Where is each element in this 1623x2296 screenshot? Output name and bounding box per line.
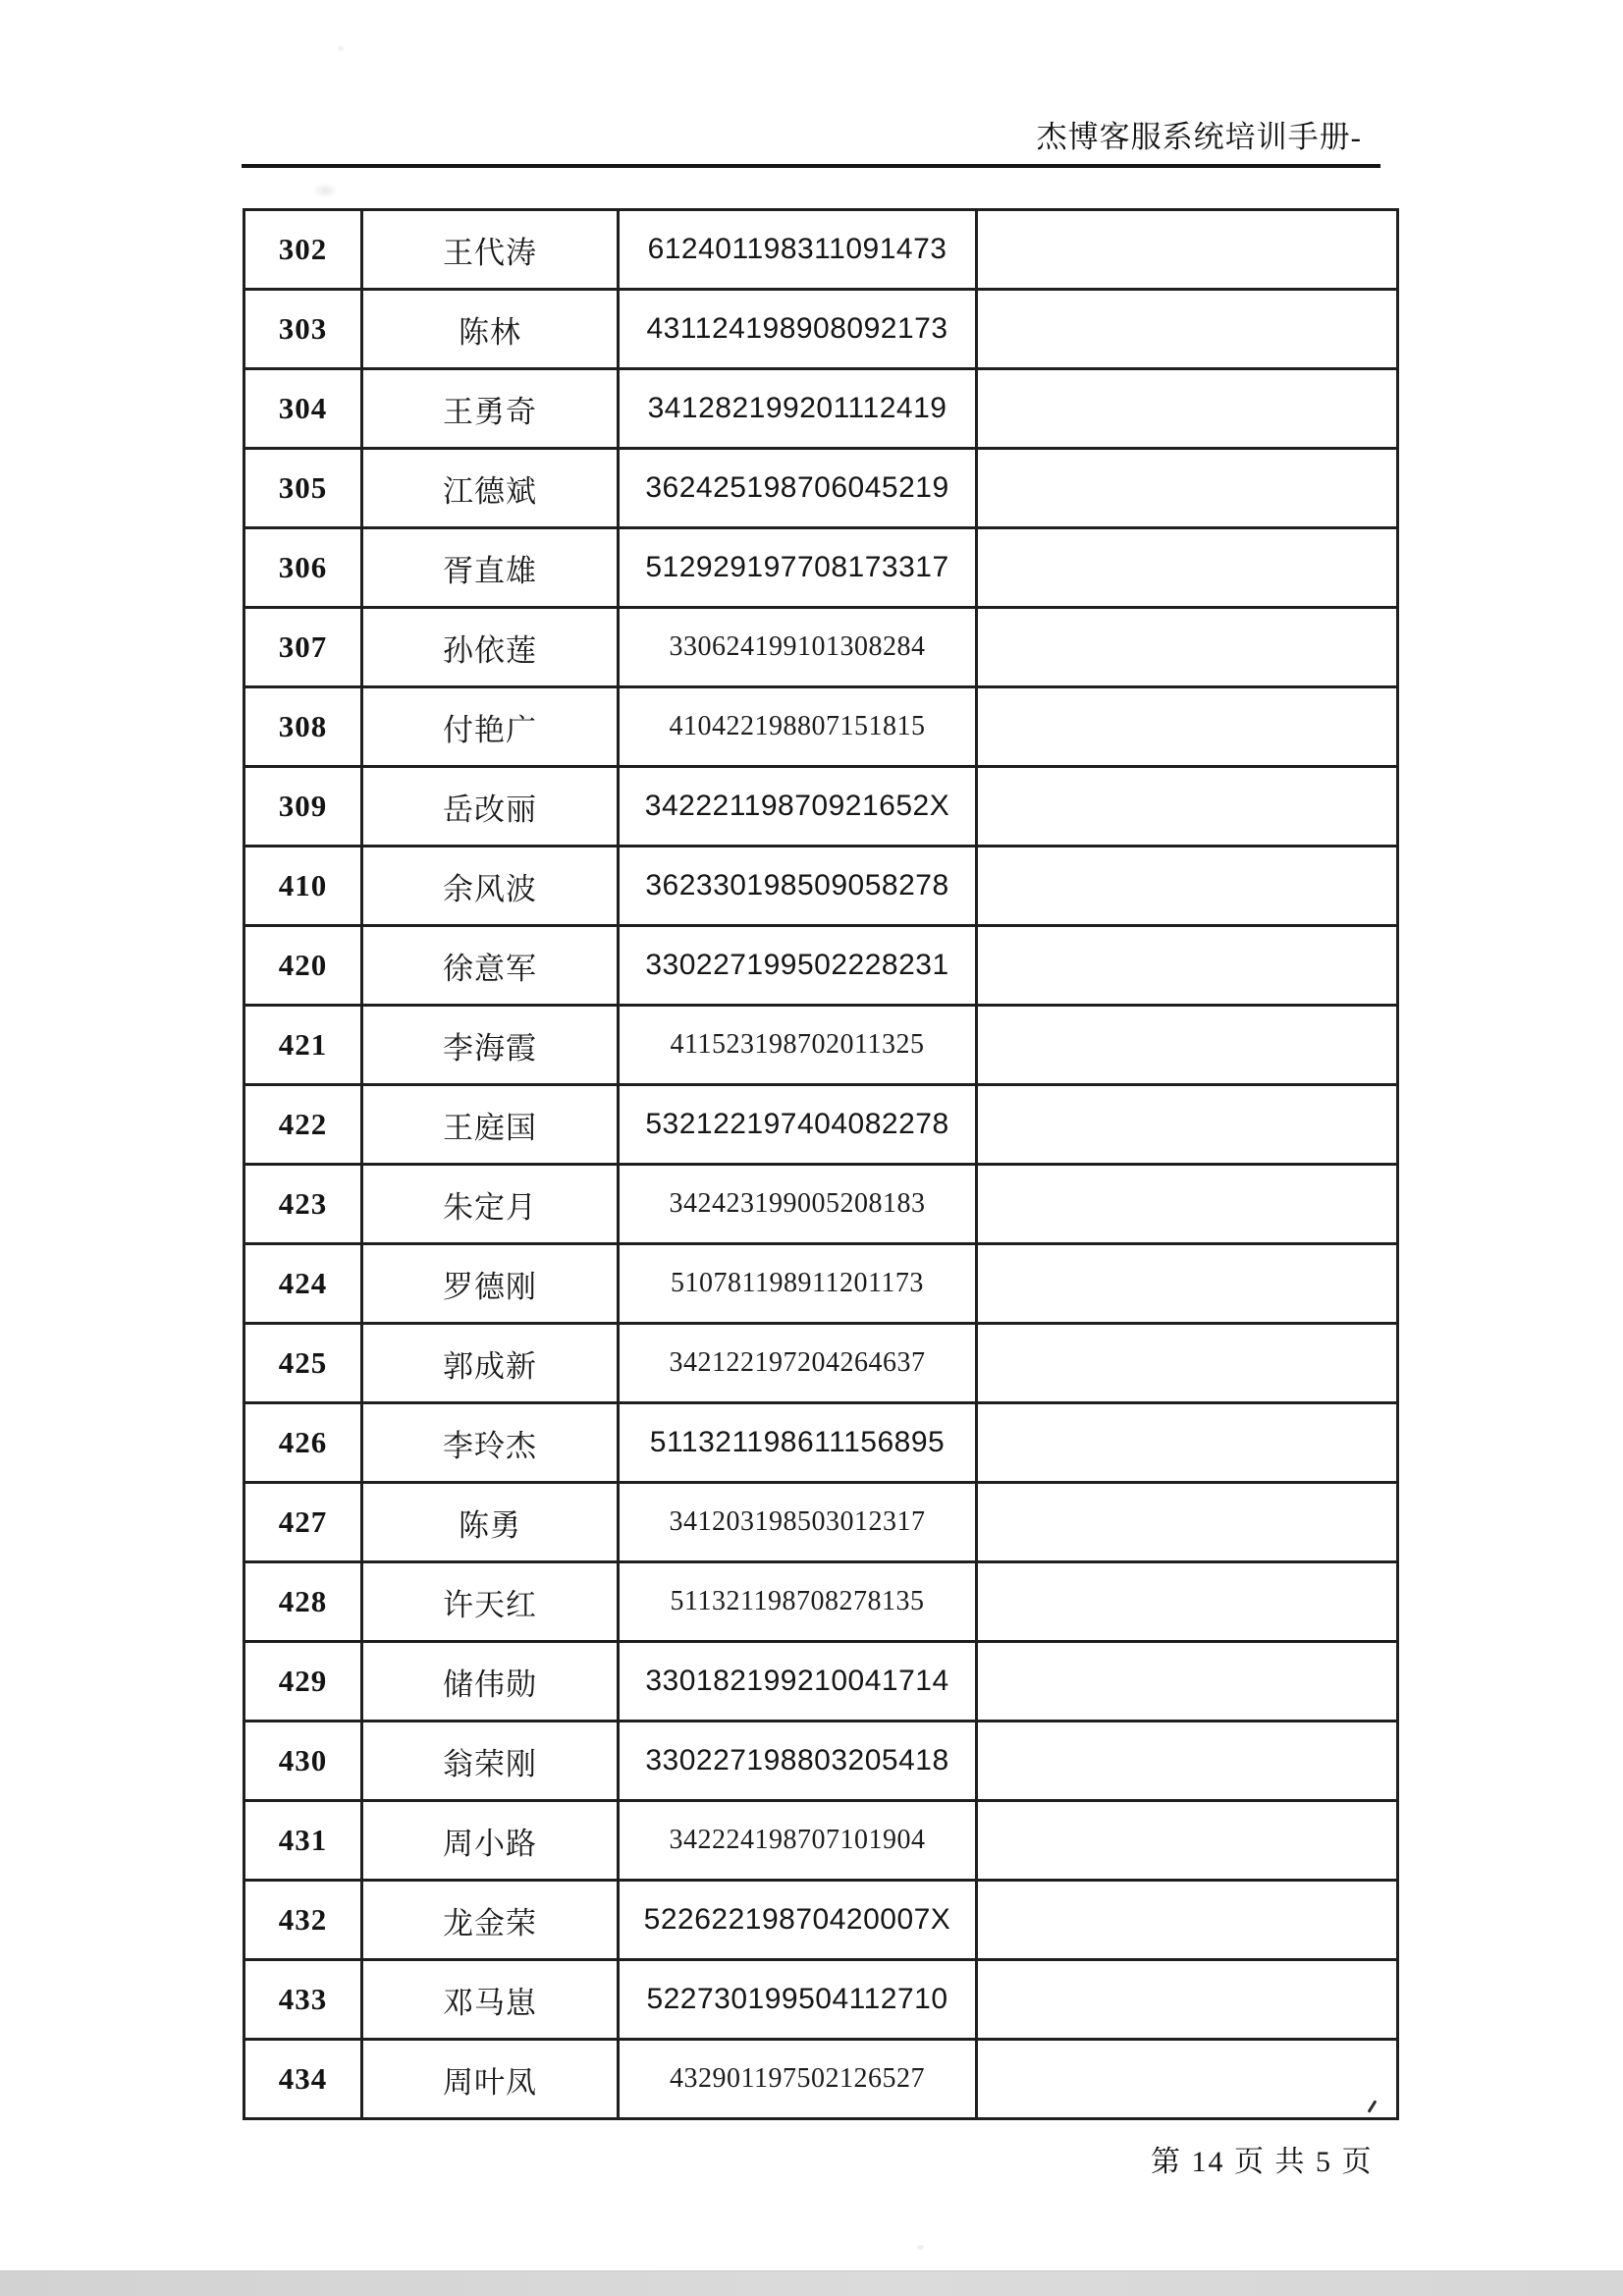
table-row [244, 1562, 1398, 1642]
id-number-cell: 432901197502126527 [619, 2040, 977, 2119]
name-cell: 岳改丽 [362, 767, 619, 847]
table-row [244, 1244, 1398, 1324]
empty-cell [977, 687, 1398, 767]
empty-cell [977, 1165, 1398, 1244]
name-cell: 周小路 [362, 1801, 619, 1881]
empty-cell [977, 528, 1398, 608]
name-cell: 陈勇 [362, 1483, 619, 1562]
table-row [244, 449, 1398, 528]
scan-speck [338, 45, 344, 51]
name-cell: 陈林 [362, 290, 619, 369]
scan-speck [917, 2245, 924, 2250]
id-number-cell: 342224198707101904 [619, 1801, 977, 1881]
page-footer: 第 14 页 共 5 页 [1151, 2146, 1374, 2178]
row-number-cell: 425 [244, 1324, 362, 1403]
row-number-cell: 422 [244, 1085, 362, 1165]
table-row [244, 1165, 1398, 1244]
row-number-cell: 428 [244, 1562, 362, 1642]
name-cell: 朱定月 [362, 1165, 619, 1244]
name-cell: 邓马崽 [362, 1960, 619, 2040]
id-number-cell: 510781198911201173 [619, 1244, 977, 1324]
row-number-cell: 429 [244, 1642, 362, 1722]
id-number-cell: 342122197204264637 [619, 1324, 977, 1403]
table-row [244, 1722, 1398, 1801]
name-cell: 徐意军 [362, 926, 619, 1006]
row-number-cell: 431 [244, 1801, 362, 1881]
id-number-cell: 362425198706045219 [619, 449, 977, 528]
empty-cell [977, 369, 1398, 449]
empty-cell [977, 290, 1398, 369]
empty-cell [977, 1562, 1398, 1642]
empty-cell [977, 926, 1398, 1006]
row-number-cell: 308 [244, 687, 362, 767]
name-cell: 江德斌 [362, 449, 619, 528]
name-cell: 付艳广 [362, 687, 619, 767]
table-row [244, 1085, 1398, 1165]
name-cell: 储伟勋 [362, 1642, 619, 1722]
table-row [244, 1483, 1398, 1562]
empty-cell [977, 1960, 1398, 2040]
empty-cell [977, 1642, 1398, 1722]
id-number-cell: 511321198708278135 [619, 1562, 977, 1642]
id-number-cell: 532122197404082278 [619, 1085, 977, 1165]
empty-cell [977, 1722, 1398, 1801]
row-number-cell: 433 [244, 1960, 362, 2040]
table-row [244, 528, 1398, 608]
id-number-cell: 362330198509058278 [619, 847, 977, 926]
row-number-cell: 307 [244, 608, 362, 687]
table-row [244, 2040, 1398, 2119]
id-number-cell: 431124198908092173 [619, 290, 977, 369]
row-number-cell: 306 [244, 528, 362, 608]
row-number-cell: 426 [244, 1403, 362, 1483]
id-number-cell: 330227199502228231 [619, 926, 977, 1006]
id-number-cell: 330624199101308284 [619, 608, 977, 687]
row-number-cell: 432 [244, 1881, 362, 1960]
table-row [244, 1403, 1398, 1483]
row-number-cell: 421 [244, 1006, 362, 1085]
empty-cell [977, 1244, 1398, 1324]
name-cell: 王代涛 [362, 210, 619, 290]
name-cell: 龙金荣 [362, 1881, 619, 1960]
name-cell: 罗德刚 [362, 1244, 619, 1324]
id-number-cell: 52262219870420007X [619, 1881, 977, 1960]
id-number-cell: 330182199210041714 [619, 1642, 977, 1722]
id-number-cell: 341282199201112419 [619, 369, 977, 449]
name-cell: 李海霞 [362, 1006, 619, 1085]
empty-cell [977, 1085, 1398, 1165]
table-row [244, 1801, 1398, 1881]
roster-table [243, 208, 1399, 2120]
table-row [244, 1960, 1398, 2040]
name-cell: 王庭国 [362, 1085, 619, 1165]
row-number-cell: 427 [244, 1483, 362, 1562]
id-number-cell: 342423199005208183 [619, 1165, 977, 1244]
table-row [244, 1324, 1398, 1403]
row-number-cell: 420 [244, 926, 362, 1006]
id-number-cell: 511321198611156895 [619, 1403, 977, 1483]
empty-cell [977, 2040, 1398, 2119]
name-cell: 周叶凤 [362, 2040, 619, 2119]
table-row [244, 687, 1398, 767]
name-cell: 胥直雄 [362, 528, 619, 608]
header-rule [242, 164, 1380, 168]
id-number-cell: 410422198807151815 [619, 687, 977, 767]
roster-table-body [244, 210, 1398, 2119]
row-number-cell: 302 [244, 210, 362, 290]
row-number-cell: 410 [244, 847, 362, 926]
name-cell: 李玲杰 [362, 1403, 619, 1483]
empty-cell [977, 210, 1398, 290]
id-number-cell: 411523198702011325 [619, 1006, 977, 1085]
name-cell: 翁荣刚 [362, 1722, 619, 1801]
row-number-cell: 430 [244, 1722, 362, 1801]
empty-cell [977, 1801, 1398, 1881]
name-cell: 余风波 [362, 847, 619, 926]
id-number-cell: 341203198503012317 [619, 1483, 977, 1562]
name-cell: 王勇奇 [362, 369, 619, 449]
table-row [244, 767, 1398, 847]
table-row [244, 1006, 1398, 1085]
empty-cell [977, 847, 1398, 926]
scan-edge-strip [0, 2270, 1623, 2296]
row-number-cell: 305 [244, 449, 362, 528]
id-number-cell: 512929197708173317 [619, 528, 977, 608]
empty-cell [977, 449, 1398, 528]
id-number-cell: 330227198803205418 [619, 1722, 977, 1801]
name-cell: 孙依莲 [362, 608, 619, 687]
table-row [244, 1642, 1398, 1722]
empty-cell [977, 1403, 1398, 1483]
name-cell: 许天红 [362, 1562, 619, 1642]
table-row [244, 1881, 1398, 1960]
row-number-cell: 303 [244, 290, 362, 369]
row-number-cell: 304 [244, 369, 362, 449]
empty-cell [977, 1881, 1398, 1960]
name-cell: 郭成新 [362, 1324, 619, 1403]
table-row [244, 926, 1398, 1006]
row-number-cell: 434 [244, 2040, 362, 2119]
table-row [244, 210, 1398, 290]
empty-cell [977, 1483, 1398, 1562]
table-row [244, 608, 1398, 687]
table-row [244, 847, 1398, 926]
id-number-cell: 612401198311091473 [619, 210, 977, 290]
table-row [244, 369, 1398, 449]
row-number-cell: 424 [244, 1244, 362, 1324]
row-number-cell: 309 [244, 767, 362, 847]
id-number-cell: 34222119870921652X [619, 767, 977, 847]
scan-smudge [312, 183, 338, 198]
empty-cell [977, 1324, 1398, 1403]
empty-cell [977, 767, 1398, 847]
empty-cell [977, 1006, 1398, 1085]
table-row [244, 290, 1398, 369]
id-number-cell: 522730199504112710 [619, 1960, 977, 2040]
row-number-cell: 423 [244, 1165, 362, 1244]
empty-cell [977, 608, 1398, 687]
page-title: 杰博客服系统培训手册- [1036, 120, 1362, 154]
